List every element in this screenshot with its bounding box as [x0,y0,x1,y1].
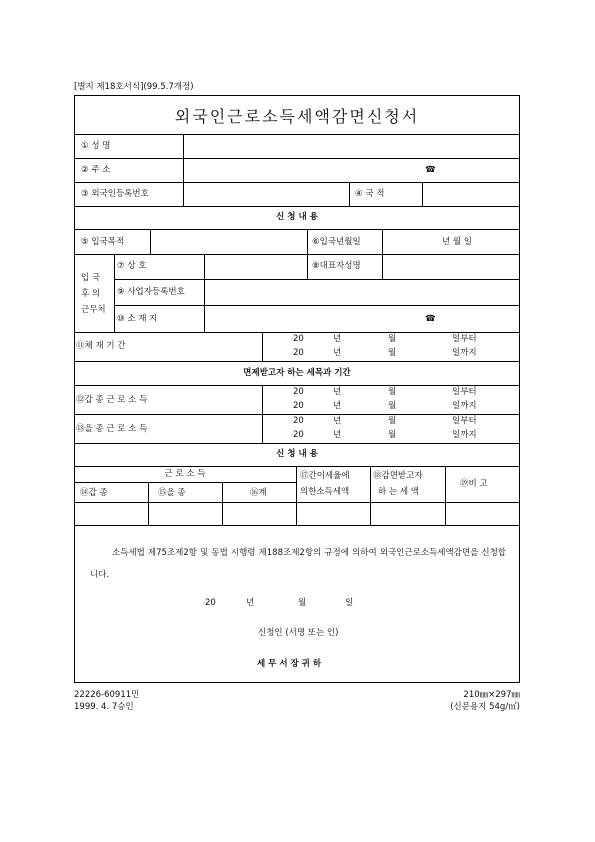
period-month: 월 [388,416,397,426]
period-year: 년 [333,401,342,411]
period-year: 년 [333,416,342,426]
application-statement: 소득세법 제75조제2항 및 동법 시행령 제188조제2항의 규정에 의하여 외국인근로소득세액감면을 신청합니다. [90,548,506,580]
period-from: 일부터 [452,416,477,426]
divider [204,254,205,332]
period-month: 월 [388,348,397,358]
divider [74,229,520,230]
divider [74,466,520,467]
period-year: 년 [333,430,342,440]
entry-date-units: 년 월 일 [442,237,473,247]
period-yy: 20 [293,416,304,426]
divider [74,502,520,503]
form-serial-number: 22226-60911민 [74,690,140,700]
divider [148,482,149,525]
divider [74,206,520,207]
tax-office-addressee: 세 무 서 장 귀 하 [257,659,322,669]
withheld-tax-column-header: ⑰간이세율에 [300,471,350,481]
divider [150,229,151,254]
workplace-label: 근무처 [81,305,106,315]
signing-month: 월 [298,598,307,608]
divider [74,332,520,333]
divider [114,254,115,332]
name-label: ① 성 명 [81,141,111,151]
divider [74,385,520,386]
period-month: 월 [388,387,397,397]
stay-period-label: ⑪체 재 기 간 [76,341,126,351]
type-a-column-header: ⑭갑 종 [80,488,108,498]
workplace-label: 입 국 [81,273,101,283]
period-month: 월 [388,430,397,440]
divider [183,134,184,206]
type-b-column-header: ⑮을 종 [158,488,186,498]
type-a-income-label: ⑫갑 종 근 로 소 득 [76,395,148,405]
divider [422,182,423,206]
period-to: 일까지 [452,430,477,440]
paper-size: 210㎜×297㎜ [463,690,520,700]
divider [74,254,520,255]
period-yy: 20 [293,348,304,358]
signing-year: 년 [246,598,255,608]
earned-income-group-header: 근 로 소 득 [164,469,206,479]
period-yy: 20 [293,387,304,397]
period-yy: 20 [293,401,304,411]
period-year: 년 [333,348,342,358]
divider [370,466,371,525]
divider [114,279,520,280]
exemption-heading: 면제받고자 하는 세목과 기간 [243,368,351,378]
withheld-tax-column-header: 의한소득세액 [300,487,350,497]
exempt-tax-column-header: 하 는 세 액 [378,487,419,497]
divider [114,305,520,306]
applicant-signature-label: 신청인 (서명 또는 인) [258,628,339,638]
divider [296,466,297,525]
divider [445,466,446,525]
divider [74,182,520,183]
divider [382,229,383,279]
period-to: 일까지 [452,401,477,411]
entry-date-label: ⑥입국년월일 [312,237,361,247]
approval-date: 1999. 4. 7승인 [74,702,134,712]
workplace-label: 후 의 [81,289,101,299]
signing-day: 일 [345,598,354,608]
section-heading-application: 신 청 내 용 [276,212,318,222]
period-to: 일까지 [452,348,477,358]
nationality-label: ④ 국 적 [355,189,385,199]
divider [74,158,520,159]
phone-icon: ☎ [425,165,436,175]
entry-purpose-label: ⑤ 입국목적 [81,237,125,247]
section-heading-application: 신 청 내 용 [276,449,318,459]
divider [262,332,263,361]
divider [74,414,520,415]
divider [307,229,308,279]
representative-name-label: ⑧대표자성명 [312,261,361,271]
form-number-tag: [별지 제18호서식](99.5.7개정) [74,82,194,92]
period-year: 년 [333,387,342,397]
type-b-income-label: ⑬을 종 근 로 소 득 [76,424,148,434]
period-from: 일부터 [452,387,477,397]
divider [262,385,263,443]
period-month: 월 [388,401,397,411]
period-year: 년 [333,334,342,344]
period-month: 월 [388,334,397,344]
exempt-tax-column-header: ⑱감면받고자 [373,471,423,481]
registration-number-label: ③ 외국인등록번호 [81,189,149,199]
address-label: ② 주 소 [81,165,111,175]
period-yy: 20 [293,334,304,344]
divider [74,443,520,444]
location-label: ⑩ 소 재 지 [117,314,158,324]
divider [74,134,520,135]
signing-yy: 20 [205,598,216,608]
divider [349,182,350,206]
phone-icon: ☎ [425,314,436,324]
divider [74,482,296,483]
period-yy: 20 [293,430,304,440]
paper-type: (신문용지 54g/㎡) [450,702,520,712]
note-column-header: ⑲비 고 [460,479,488,489]
total-column-header: ⑯계 [250,488,267,498]
form-title: 외국인근로소득세액감면신청서 [174,107,420,126]
divider [74,361,520,362]
divider [74,525,520,526]
business-name-label: ⑦ 상 호 [117,261,147,271]
divider [222,482,223,525]
period-from: 일부터 [452,334,477,344]
business-registration-label: ⑨ 사업자등록번호 [117,287,185,297]
